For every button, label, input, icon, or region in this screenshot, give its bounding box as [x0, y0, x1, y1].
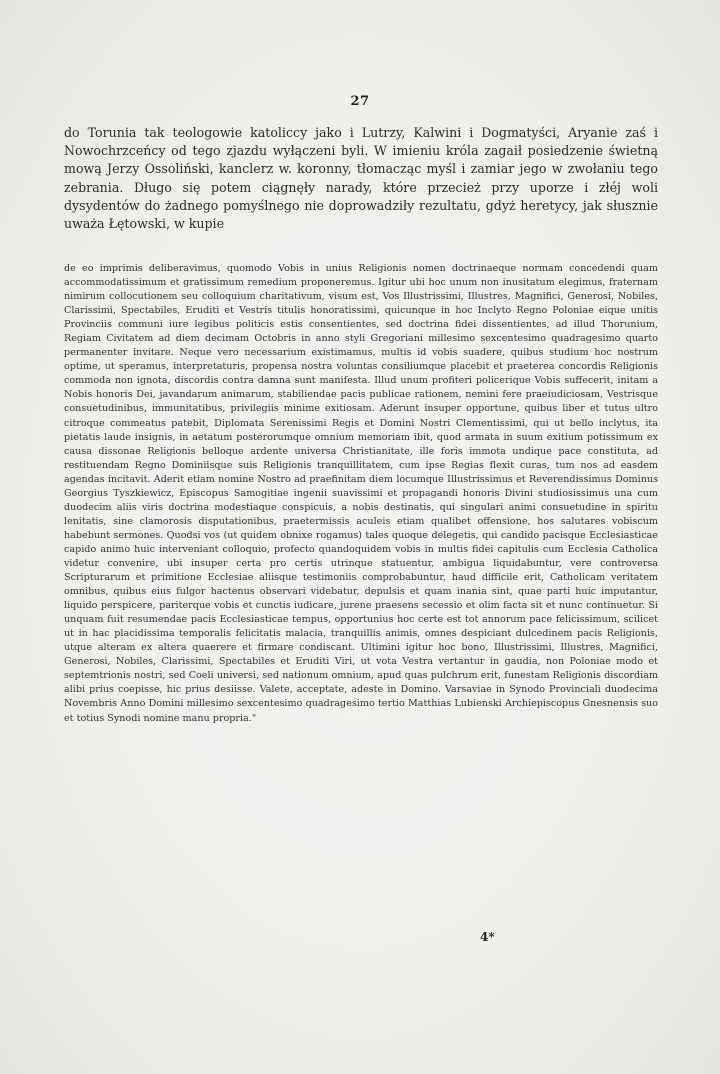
- main-paragraph: do Torunia tak teologowie katoliccy jako i Lutrzy, Kalwini i Dogmatyści, Aryanie zaś i Nowochrzceńcy od tego zjazdu wyłączeni byli. W imieniu króla zagaił posiedzenie świetną mową Jerzy Ossoliński, kanclerz w. koronny, tłomacząc myśl i zamiar jego w zwołaniu tego zebrania. Długo się potem ciągnęły narady, które przecież przy uporze i złéj woli dysydentów do żadnego pomyślnego nie doprowadziły rezultatu, gdyż heretycy, jak słusznie uważa Łętowski, w kupie: [64, 125, 658, 232]
- latin-quote-block: [64, 262, 658, 726]
- latin-quote-paragraph: de eo imprimis deliberavimus, quomodo Vobis in unius Religionis nomen doctrinaeque normam concedendi quam accommodatissimum et gratissimum remedium proponeremus. Igitur ubi hoc unum non inusitatum elegimus, fraternam nimirum collocutionem seu colloquium charitativum, visum est, Vos Illustrissimi, Illustres, Magnifici, Generosi, Nobiles, Clarissimi, Spectabiles, Eruditi et Vestris titulis honoratissimi, quicunque in hoc Inclyto Regno Poloniae eique unitis Provinciis communi iure legibus politicis estis consentientes, sed doctrina fidei dissentientes, ad illud Thorunium, Regiam Civitatem ad diem decimam Octobris in anno styli Gregoriani millesimo sexcentesimo quadragesimo quarto permanenter invitare. Neque vero necessarium existimamus, multis id vobis suadere, quibus studium hoc nostrum optime, ut speramus, interpretaturis, propensa nostra voluntas consiliumque placebit et praeterea concordis Religionis commoda non ignota, discordis contra damna sunt manifesta. Illud unum profiteri policerique Vobis suffecerit, initam a Nobis honoris Dei, javandarum animarum, stabiliendae pacis publicae rationem, nemini fere praeiudiciosam, Vestrisque consuetudinibus, immunitatibus, privilegiis minime exitiosam. Aderunt insuper opportune, quibus liber et tutus ultro citroque commeatus patebit, Diplomata Serenissimi Regis et Domini Nostri Clementissimi, qui ut bello inclytus, ita pietatis laude insignis, in aetatum posterorumque omnium memoriam ibit, quod armata in suum exitium potissimum ex causa dissonae Religionis belloque ardente universa Christianitate, ille foris immota undique pace constituta, ad restituendam Regno Dominiisque suis Religionis tranquillitatem, cum ipse Regias flexit curas, tum nos ad easdem agendas incitavit. Aderit etiam nomine Nostro ad praefinitam diem locumque Illustrissimus et Reverendissimus Dominus Georgius Tyszkiewicz, Episcopus Samogitiae ingenii suavissimi et propagandi honoris Divini studiosissimus una cum duodecim aliis viris doctrina modestiaque conspicuis, a nobis destinatis, qui singulari animi consuetudine in spiritu lenitatis, sine clamorosis disputationibus, praetermissis aculeis etiam qualibet offensione, hos salutares vobiscum habebunt sermones. Quodsi vos (ut quidem obnixe rogamus) tales quoque delegetis, qui candido pacisque Ecclesiasticae capido animo huic interveniant colloquio, profecto quandoquidem vobis in multis fidei capitulis cum Ecclesia Catholica videtur convenire, ubi insuper certa pro certis utrinque statuentur, ambigua liquidabuntur, vere controversa Scripturarum et primitione Ecclesiae aliisque testimoniis comprobabuntur, haud difficile erit, Catholicam veritatem omnibus, quibus eius fulgor hactenus observari videbatur, depulsis et quam inania sint, quae parti huic imputantur, liquido perspicere, pariterque vobis et cunctis iudicare, jurene praesens secessio et olim facta sit et nunc continuetur. Si unquam fuit resumendae pacis Ecclesiasticae tempus, opportunius hoc certe est tot annorum pace felicissimum, scilicet ut in hac placidissima temporalis felicitatis malacia, tranquillis animis, omnes despiciant dulcedinem pacis Religionis, utque alteram ex altera quaerere et firmare condiscant. Ultimini igitur hoc bono, Illustrissimi, Illustres, Magnifici, Generosi, Nobiles, Clarissimi, Spectabiles et Eruditi Viri, ut vota Vestra vertantur in gaudia, non Poloniae modo et septemtrionis nostri, sed Coeli universi, sed nationum omnium, apud quas pulchrum erit, funestam Religionis discordiam alibi prius coepisse, hic prius desiisse. Valete, acceptate, adeste in Domino. Varsaviae in Synodo Provinciali duodecima Novembris Anno Domini millesimo sexcentesimo quadragesimo tertio Matthias Lubienski Archiepiscopus Gnesnensis suo et totius Synodi nomine manu propria.": [64, 263, 658, 724]
- signature-mark: 4*: [480, 930, 495, 944]
- main-text-block: [64, 124, 658, 233]
- page-number: 27: [350, 94, 370, 109]
